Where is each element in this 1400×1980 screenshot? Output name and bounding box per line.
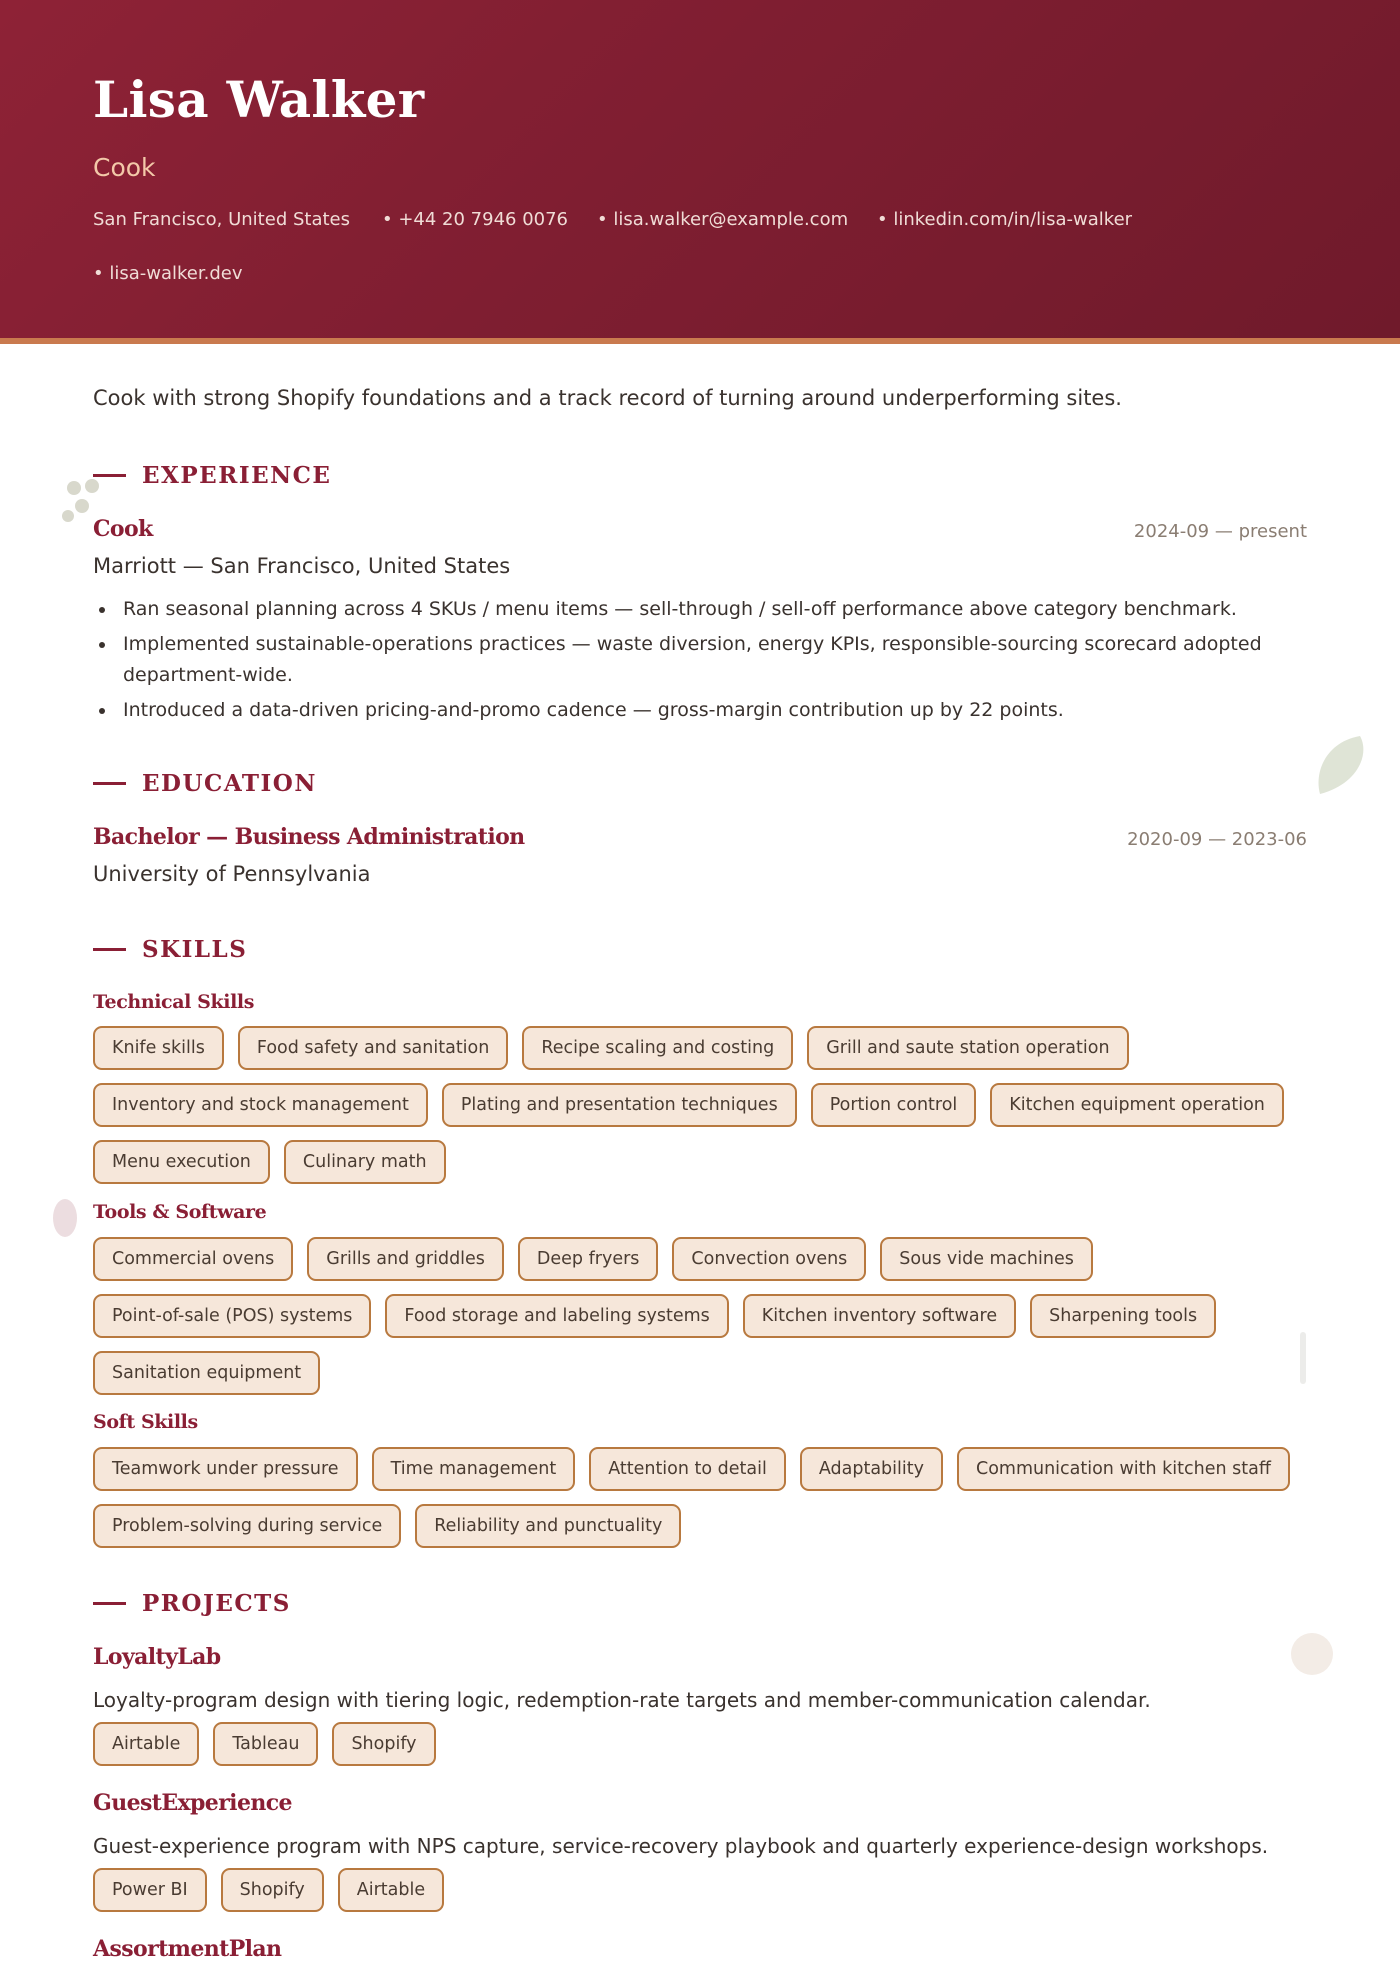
- job-company: Marriott — San Francisco, United States: [93, 554, 511, 578]
- project-name: AssortmentPlan: [93, 1936, 282, 1962]
- job-title: Cook: [93, 516, 153, 542]
- skills-group-technical: Technical Skills: [93, 991, 255, 1013]
- leaf-decoration-icon: [1312, 732, 1372, 798]
- project-tag: Shopify: [221, 1868, 324, 1912]
- contact-website[interactable]: • lisa-walker.dev: [93, 263, 243, 284]
- skill-chip: Commercial ovens: [93, 1237, 293, 1281]
- list-item: Ran seasonal planning across 4 SKUs / menu items — sell-through / sell-off performance above category benchmark.: [93, 594, 1308, 625]
- section-title-projects: [93, 1590, 291, 1617]
- skill-chip: Knife skills: [93, 1026, 224, 1070]
- circle-decoration-icon: [1290, 1632, 1334, 1676]
- skill-chip: Menu execution: [93, 1140, 270, 1184]
- project-tag: Tableau: [213, 1722, 318, 1766]
- contact-location: San Francisco, United States: [93, 209, 350, 230]
- skill-chip: Adaptability: [800, 1447, 943, 1491]
- skill-chip: Problem-solving during service: [93, 1504, 401, 1548]
- project-description: Loyalty-program design with tiering logic, redemption-rate targets and member-communication calendar.: [93, 1688, 1151, 1712]
- section-title-skills: [93, 936, 247, 963]
- job-date: 2024-09 — present: [1133, 521, 1307, 542]
- education-degree: Bachelor — Business Administration: [93, 824, 525, 850]
- skill-chip: Sanitation equipment: [93, 1351, 320, 1395]
- skill-chip: Portion control: [811, 1083, 977, 1127]
- section-label: PROJECTS: [142, 1590, 291, 1617]
- petal-decoration-icon: [50, 1196, 80, 1240]
- section-label: SKILLS: [142, 936, 248, 963]
- skill-chip: Culinary math: [284, 1140, 446, 1184]
- skill-chip: Grill and saute station operation: [807, 1026, 1128, 1070]
- project-name: GuestExperience: [93, 1790, 292, 1816]
- section-dash: [93, 1602, 126, 1605]
- contact-linkedin[interactable]: • linkedin.com/in/lisa-walker: [877, 209, 1133, 230]
- project-name: LoyaltyLab: [93, 1644, 221, 1670]
- education-date: 2020-09 — 2023-06: [1127, 829, 1307, 850]
- skill-chip: Food storage and labeling systems: [385, 1294, 728, 1338]
- profile-summary: Cook with strong Shopify foundations and a track record of turning around underperforming sites.: [93, 386, 1122, 410]
- dots-decoration-icon: [60, 476, 140, 532]
- project-tag: Power BI: [93, 1868, 207, 1912]
- skill-chip: Deep fryers: [518, 1237, 658, 1281]
- project-tags: [93, 1868, 1313, 1912]
- resume-header: [0, 0, 1400, 338]
- bar-decoration: [1300, 1332, 1306, 1384]
- skill-chip: Time management: [372, 1447, 576, 1491]
- job-bullets: [93, 594, 1308, 730]
- tools-skill-chips: [93, 1237, 1313, 1395]
- skill-chip: Recipe scaling and costing: [522, 1026, 793, 1070]
- technical-skill-chips: [93, 1026, 1313, 1184]
- soft-skill-chips: [93, 1447, 1313, 1548]
- skill-chip: Sharpening tools: [1030, 1294, 1216, 1338]
- skill-chip: Reliability and punctuality: [415, 1504, 681, 1548]
- skill-chip: Grills and griddles: [307, 1237, 504, 1281]
- project-tag: Airtable: [338, 1868, 444, 1912]
- project-tags: [93, 1722, 1313, 1766]
- skill-chip: Teamwork under pressure: [93, 1447, 358, 1491]
- skill-chip: Convection ovens: [672, 1237, 866, 1281]
- project-tag: Shopify: [332, 1722, 435, 1766]
- skill-chip: Attention to detail: [589, 1447, 786, 1491]
- candidate-name: Lisa Walker: [93, 70, 425, 129]
- section-title-education: [93, 770, 317, 797]
- contact-phone: • +44 20 7946 0076: [382, 209, 569, 230]
- candidate-role: Cook: [93, 153, 156, 182]
- section-dash: [93, 948, 126, 951]
- skill-chip: Food safety and sanitation: [238, 1026, 508, 1070]
- skill-chip: Communication with kitchen staff: [957, 1447, 1290, 1491]
- education-school: University of Pennsylvania: [93, 862, 371, 886]
- skill-chip: Point-of-sale (POS) systems: [93, 1294, 371, 1338]
- skills-group-soft: Soft Skills: [93, 1411, 198, 1433]
- contact-email[interactable]: • lisa.walker@example.com: [597, 209, 849, 230]
- skill-chip: Kitchen equipment operation: [990, 1083, 1284, 1127]
- skill-chip: Plating and presentation techniques: [442, 1083, 797, 1127]
- skills-group-tools: Tools & Software: [93, 1201, 267, 1223]
- skill-chip: Inventory and stock management: [93, 1083, 428, 1127]
- section-dash: [93, 782, 126, 785]
- section-label: EDUCATION: [142, 770, 317, 797]
- skill-chip: Sous vide machines: [880, 1237, 1093, 1281]
- header-divider: [0, 338, 1400, 344]
- list-item: Introduced a data-driven pricing-and-promo cadence — gross-margin contribution up by 22 points.: [93, 695, 1308, 726]
- skill-chip: Kitchen inventory software: [743, 1294, 1016, 1338]
- project-tag: Airtable: [93, 1722, 199, 1766]
- section-label: EXPERIENCE: [142, 462, 332, 489]
- project-description: Guest-experience program with NPS capture, service-recovery playbook and quarterly experience-design workshops.: [93, 1834, 1269, 1858]
- list-item: Implemented sustainable-operations practices — waste diversion, energy KPIs, responsible-sourcing scorecard adopted department-wide.: [93, 629, 1308, 691]
